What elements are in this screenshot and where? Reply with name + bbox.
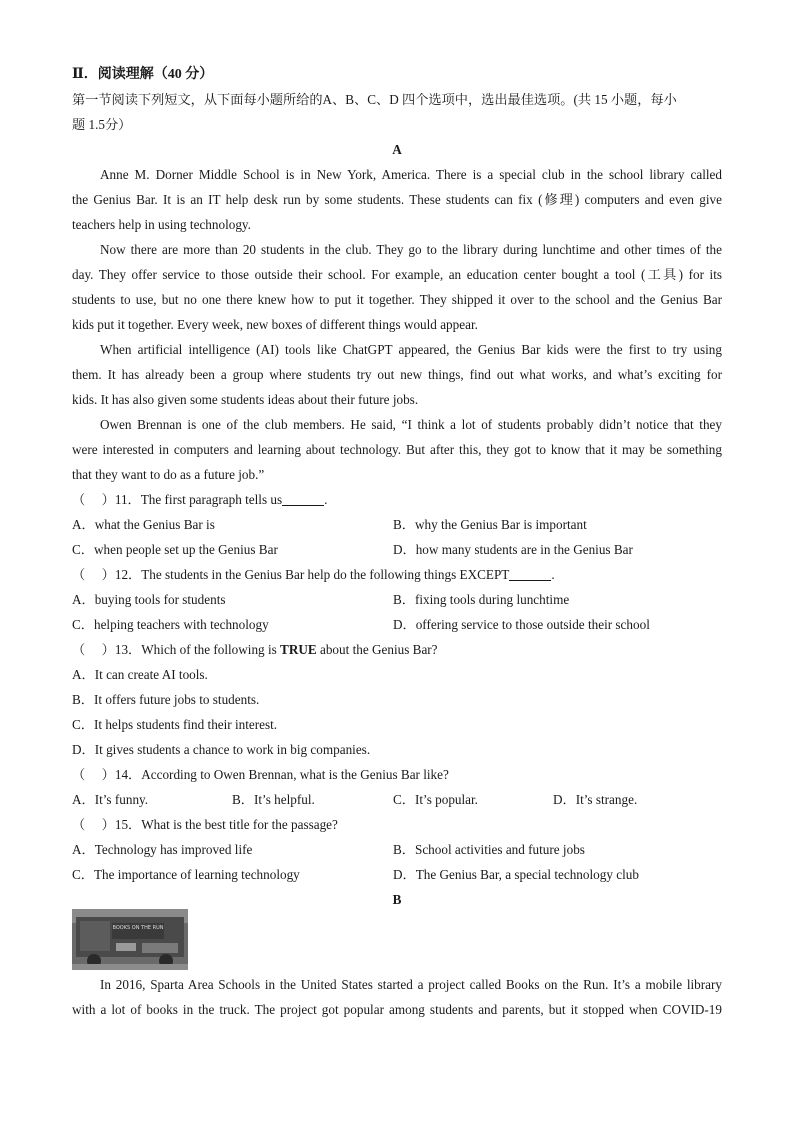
- passage-b-line: In 2016, Sparta Area Schools in the United States started a project called Books on the Run. It’s a mobile library: [100, 977, 722, 992]
- passage-a-line: teachers help in using technology.: [72, 217, 251, 232]
- option-b[interactable]: B．fixing tools during lunchtime: [393, 592, 570, 607]
- option-a[interactable]: A．Technology has improved life: [72, 842, 253, 857]
- question-15-options-row-1: [72, 837, 722, 862]
- option-c[interactable]: C．when people set up the Genius Bar: [72, 542, 278, 557]
- question-11-end: .: [324, 492, 328, 507]
- option-b[interactable]: B．It’s helpful.: [232, 792, 315, 807]
- option-c[interactable]: C．The importance of learning technology: [72, 867, 300, 882]
- option-d[interactable]: D．The Genius Bar, a special technology club: [393, 867, 639, 882]
- option-d[interactable]: D．It’s strange.: [553, 792, 638, 807]
- passage-a-line: kids put it together. Every week, new boxes of different things would appear.: [72, 317, 478, 332]
- question-15-stem: （ ）15．What is the best title for the passage?: [72, 817, 338, 832]
- question-12-text: （ ）12．The students in the Genius Bar help do the following things EXCEPT: [72, 567, 510, 582]
- option-a[interactable]: A．It can create AI tools.: [72, 667, 208, 682]
- truck-photo-image: [72, 909, 188, 970]
- passage-b: [72, 972, 722, 1022]
- question-13-text-end: about the Genius Bar?: [316, 642, 438, 657]
- option-d[interactable]: D．offering service to those outside their school: [393, 617, 650, 632]
- question-13-stem: [72, 637, 722, 662]
- question-11-stem: [72, 487, 722, 512]
- section-instruction-cont: 题 1.5分）: [72, 117, 132, 132]
- question-12-end: .: [551, 567, 555, 582]
- option-c[interactable]: C．helping teachers with technology: [72, 617, 269, 632]
- passage-a-line: that they want to do as a future job.”: [72, 467, 265, 482]
- question-12-stem: [72, 562, 722, 587]
- option-a[interactable]: A．what the Genius Bar is: [72, 517, 215, 532]
- passage-a-label: A: [392, 142, 402, 157]
- passage-a-line: them. It has already been a group where students try out new things, find out what works, and what’s exciting for: [72, 367, 722, 382]
- passage-a-line: students to use, but no one there knew how to put it together. They shipped it over to the school and the Genius Bar: [72, 292, 722, 307]
- option-b[interactable]: B．why the Genius Bar is important: [393, 517, 587, 532]
- passage-a-line: When artificial intelligence (AI) tools like ChatGPT appeared, the Genius Bar kids were the first to try using: [100, 342, 722, 357]
- answer-blank[interactable]: [282, 491, 324, 506]
- answer-blank[interactable]: [509, 566, 551, 581]
- passage-a-line: Owen Brennan is one of the club members. He said, “I think a lot of students probably didn’t notice that they: [100, 417, 722, 432]
- passage-a-line: day. They offer service to those outside their school. For example, an education center bought a tool (工具) for its: [72, 267, 722, 282]
- passage-a-line: were interested in computers and learning about technology. But after this, they got to know that it may be something: [72, 442, 722, 457]
- question-13-text: （ ）13．Which of the following is: [72, 642, 281, 657]
- question-11-text: （ ）11．The first paragraph tells us: [72, 492, 283, 507]
- passage-a-line: Anne M. Dorner Middle School is in New York, America. There is a special club in the school library called: [100, 167, 722, 182]
- truck-photo: [72, 909, 188, 970]
- option-a[interactable]: A．It’s funny.: [72, 792, 149, 807]
- section-title: Ⅱ．阅读理解（40 分）: [72, 67, 214, 82]
- option-c[interactable]: C．It’s popular.: [393, 792, 478, 807]
- question-12-options-row-2: [72, 612, 722, 637]
- truck-sign-text: BOOKS ON THE RUN: [112, 925, 164, 931]
- question-14-options-row: [72, 787, 722, 812]
- passage-a-line: Now there are more than 20 students in the club. They go to the library during lunchtime and other times of the: [100, 242, 722, 257]
- passage-b-label: B: [392, 892, 402, 907]
- option-b[interactable]: B．School activities and future jobs: [393, 842, 585, 857]
- section-instruction: 第一节阅读下列短文，从下面每小题所给的A、B、C、D 四个选项中，选出最佳选项。(共 15 小题，每小: [72, 92, 677, 107]
- passage-a-line: the Genius Bar. It is an IT help desk run by some students. These students can fix (修理) computers and even give: [72, 192, 722, 207]
- exam-page: [72, 62, 722, 912]
- option-d[interactable]: D．how many students are in the Genius Bar: [393, 542, 633, 557]
- passage-b-line: with a lot of books in the truck. The project got popular among students and parents, but it stopped when COVID-19: [72, 1002, 722, 1017]
- option-d[interactable]: D．It gives students a chance to work in big companies.: [72, 742, 371, 757]
- question-12-options-row-1: [72, 587, 722, 612]
- option-c[interactable]: C．It helps students find their interest.: [72, 717, 278, 732]
- question-11-options-row-1: [72, 512, 722, 537]
- option-a[interactable]: A．buying tools for students: [72, 592, 226, 607]
- question-13-emphasis: TRUE: [280, 642, 317, 657]
- question-11-options-row-2: [72, 537, 722, 562]
- option-b[interactable]: B．It offers future jobs to students.: [72, 692, 260, 707]
- question-14-stem: （ ）14．According to Owen Brennan, what is the Genius Bar like?: [72, 767, 449, 782]
- question-15-options-row-2: [72, 862, 722, 887]
- passage-a-line: kids. It has also given some students ideas about their future jobs.: [72, 392, 419, 407]
